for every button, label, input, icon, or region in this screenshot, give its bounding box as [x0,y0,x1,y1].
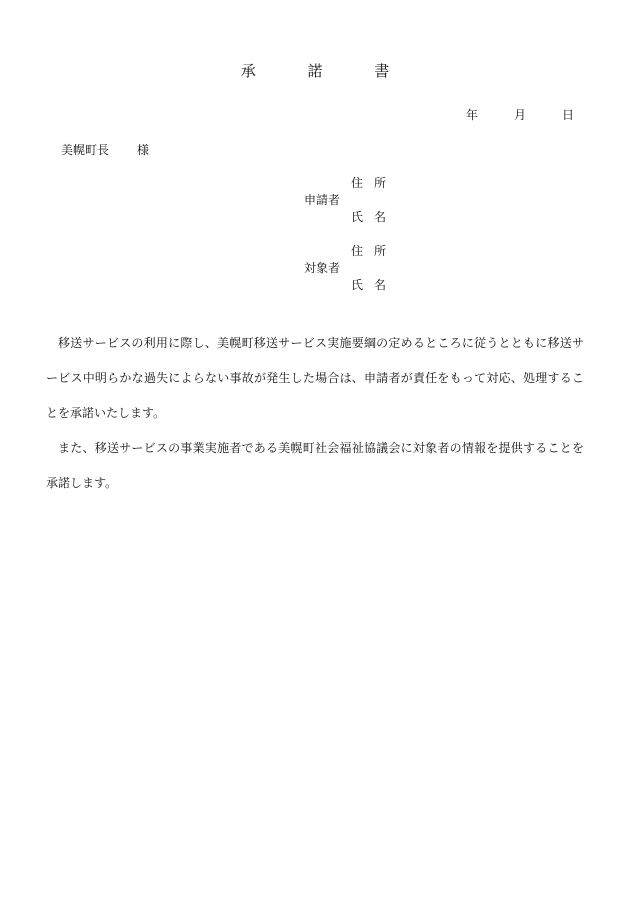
consent-paragraph: また、移送サービスの事業実施者である美幌町社会福祉協議会に対象者の情報を提供することを承諾します。 [46,441,584,490]
subject-role: 対象者 [304,261,341,275]
document-title [0,60,630,81]
subject-address-label [351,242,386,259]
title-char: 書 [374,62,390,80]
label-char: 氏 [351,278,364,292]
date-day-label: 日 [562,108,575,122]
date-year-label: 年 [466,108,479,122]
applicant-name-label [351,208,386,225]
label-char: 住 [351,176,364,190]
label-char: 所 [374,176,387,190]
addressee [61,141,149,158]
label-char: 住 [351,244,364,258]
label-char: 名 [374,278,387,292]
title-char: 諾 [307,62,323,80]
addressee-name: 美幌町長 [61,143,110,157]
consent-paragraph: 移送サービスの利用に際し、美幌町移送サービス実施要綱の定めるところに従うとともに移送サービス中明らかな過失によらない事故が発生した場合は、申請者が責任をもって対応、処理することを承諾いたします。 [46,336,584,420]
consent-body [46,326,584,501]
label-char: 氏 [351,210,364,224]
applicant-address-label [351,174,386,191]
applicant-role: 申請者 [304,193,341,207]
addressee-honorific: 様 [137,143,150,157]
subject-name-label [351,276,386,293]
label-char: 名 [374,210,387,224]
label-char: 所 [374,244,387,258]
title-char: 承 [240,62,256,80]
date-month-label: 月 [514,108,527,122]
